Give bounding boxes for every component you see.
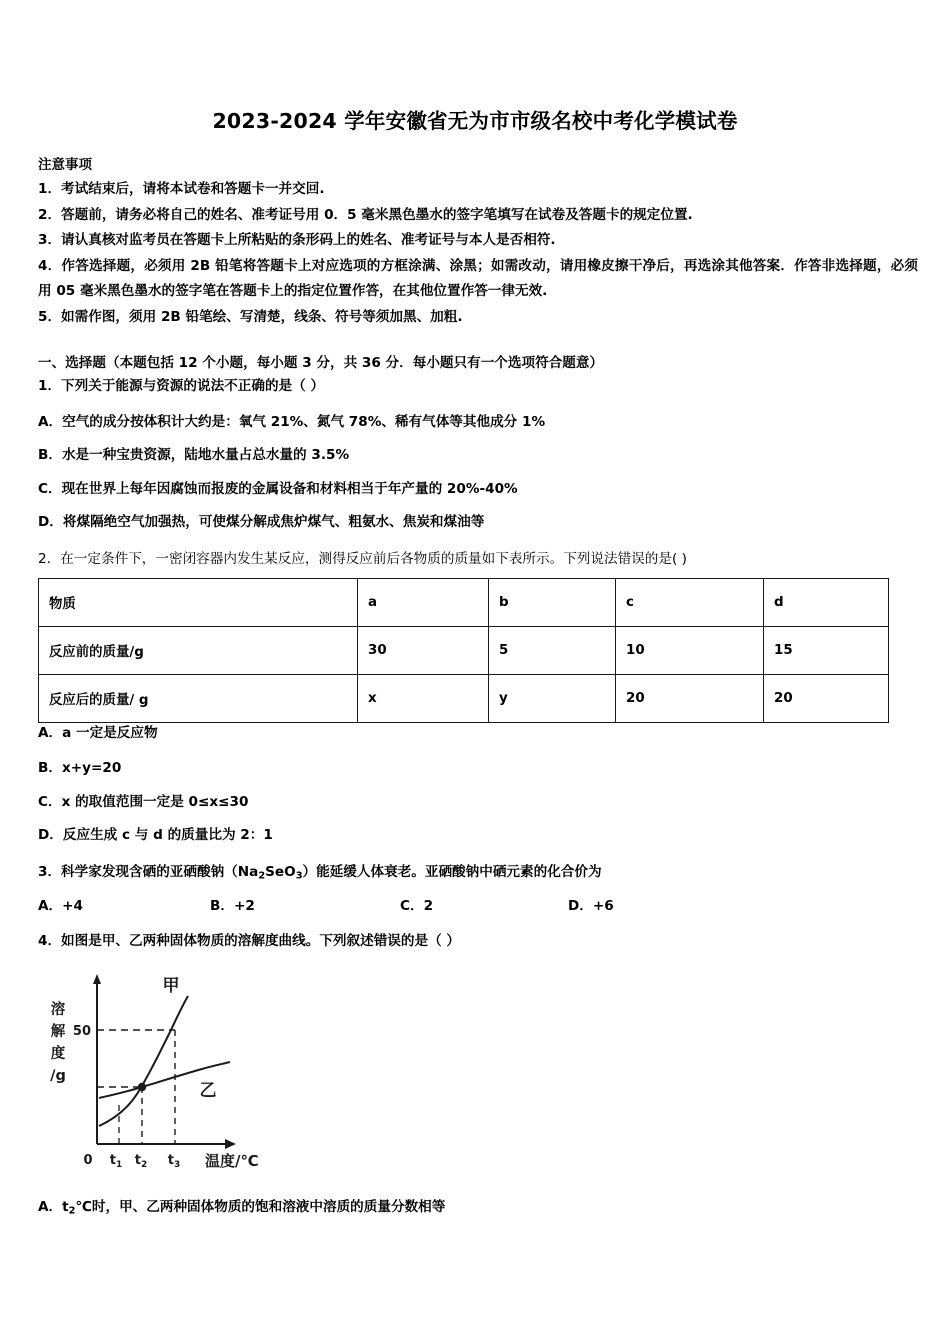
question-1-stem: 1．下列关于能源与资源的说法不正确的是（ ） xyxy=(38,378,325,394)
question-3-subscript-na: 2 xyxy=(258,870,266,882)
y-axis-label-char-3: 度 xyxy=(50,1046,66,1062)
x-tick-t1-base: t xyxy=(109,1153,116,1168)
section-heading-multiple-choice: 一、选择题（本题包括 12 个小题，每小题 3 分，共 36 分．每小题只有一个选项符合题意） xyxy=(38,355,604,371)
x-tick-label-t3 xyxy=(168,1153,180,1170)
question-2-option-d[interactable]: D．反应生成 c 与 d 的质量比为 2：1 xyxy=(38,827,273,843)
solubility-curve-chart xyxy=(42,968,342,1183)
question-3-option-d[interactable]: D．+6 xyxy=(568,898,614,914)
curve-label-yi: 乙 xyxy=(199,1081,217,1101)
question-1-option-a[interactable]: A．空气的成分按体积计大约是：氧气 21%、氮气 78%、稀有气体等其他成分 1% xyxy=(38,414,546,430)
question-4-option-a[interactable] xyxy=(38,1196,445,1223)
notice-item-5: 5．如需作图，须用 2B 铅笔绘、写清楚，线条、符号等须加黑、加粗. xyxy=(38,308,463,325)
question-1-option-b[interactable]: B．水是一种宝贵资源，陆地水量占总水量的 3.5% xyxy=(38,447,350,463)
question-1-option-d[interactable]: D．将煤隔绝空气加强热，可使煤分解成焦炉煤气、粗氨水、焦炭和煤油等 xyxy=(38,514,485,530)
table-cell-after-d: 20 xyxy=(764,675,889,723)
table-cell-substance-label: 物质 xyxy=(39,579,358,627)
table-cell-col-c: c xyxy=(616,579,764,627)
question-3-option-b[interactable]: B．+2 xyxy=(210,898,255,914)
table-cell-col-d: d xyxy=(764,579,889,627)
table-cell-col-a: a xyxy=(358,579,489,627)
question-3-stem-pre: 3．科学家发现含硒的亚硒酸钠（Na xyxy=(38,864,259,880)
table-row-header xyxy=(39,579,889,627)
x-axis-arrow xyxy=(225,1139,236,1149)
x-tick-t2-sub: 2 xyxy=(140,1160,148,1170)
notice-heading: 注意事项 xyxy=(38,157,92,173)
y-axis-label-char-2: 解 xyxy=(50,1024,66,1040)
question-2-stem: 2．在一定条件下，一密闭容器内发生某反应，测得反应前后各物质的质量如下表所示。下列说法错误的是( ) xyxy=(38,551,687,567)
solubility-curve-svg xyxy=(42,968,342,1183)
x-tick-t3-base: t xyxy=(167,1153,174,1168)
table-cell-after-b: y xyxy=(489,675,616,723)
page-title: 2023-2024 学年安徽省无为市市级名校中考化学模试卷 xyxy=(212,109,738,133)
table-cell-before-c: 10 xyxy=(616,627,764,675)
question-3-stem xyxy=(38,861,602,888)
question-1-option-c[interactable]: C．现在世界上每年因腐蚀而报废的金属设备和材料相当于年产量的 20%-40% xyxy=(38,481,518,497)
notice-block xyxy=(38,155,918,330)
x-tick-label-t2 xyxy=(135,1153,147,1170)
y-axis-label-char-4: /g xyxy=(50,1068,66,1084)
question-3-stem-post: ）能延缓人体衰老。亚硒酸钠中硒元素的化合价为 xyxy=(302,864,602,880)
question-4-option-a-post: ℃时，甲、乙两种固体物质的饱和溶液中溶质的质量分数相等 xyxy=(75,1199,446,1215)
table-cell-after-label: 反应后的质量/ g xyxy=(39,675,358,723)
x-axis-title: 温度/℃ xyxy=(205,1152,259,1170)
x-tick-t3-sub: 3 xyxy=(173,1160,181,1170)
question-2-option-a[interactable]: A．a 一定是反应物 xyxy=(38,725,158,741)
table-row-after-reaction xyxy=(39,675,889,723)
table-cell-col-b: b xyxy=(489,579,616,627)
notice-item-3: 3．请认真核对监考员在答题卡上所粘贴的条形码上的姓名、准考证号与本人是否相符. xyxy=(38,232,556,248)
x-tick-t1-sub: 1 xyxy=(115,1160,123,1170)
notice-item-1: 1．考试结束后，请将本试卷和答题卡一并交回. xyxy=(38,181,325,197)
question-4-stem: 4．如图是甲、乙两种固体物质的溶解度曲线。下列叙述错误的是（ ） xyxy=(38,933,461,949)
x-tick-t2-base: t xyxy=(134,1153,141,1168)
table-cell-before-d: 15 xyxy=(764,627,889,675)
notice-item-4: 4．作答选择题，必须用 2B 铅笔将答题卡上对应选项的方框涂满、涂黑；如需改动，请用橡皮擦干净后，再选涂其他答案．作答非选择题，必须用 05 毫米黑色墨水的签字笔在答题卡上的指定位置作答，在其他位置作答一律无效. xyxy=(38,257,918,299)
y-axis-label-char-1: 溶 xyxy=(50,1002,66,1018)
question-3-stem-mid: SeO xyxy=(265,864,296,880)
table-cell-before-b: 5 xyxy=(489,627,616,675)
table-cell-after-a: x xyxy=(358,675,489,723)
curve-jia xyxy=(99,996,188,1126)
reaction-mass-table xyxy=(38,578,889,723)
question-2-option-b[interactable]: B．x+y=20 xyxy=(38,760,122,776)
question-4-option-a-subscript: 2 xyxy=(68,1205,76,1217)
question-3-option-a[interactable]: A．+4 xyxy=(38,898,83,914)
x-tick-label-0: 0 xyxy=(83,1153,93,1168)
question-3-subscript-o: 3 xyxy=(295,870,303,882)
table-cell-after-c: 20 xyxy=(616,675,764,723)
notice-item-2: 2．答题前，请务必将自己的姓名、准考证号用 0．5 毫米黑色墨水的签字笔填写在试卷及答题卡的规定位置. xyxy=(38,206,693,223)
table-cell-before-label: 反应前的质量/g xyxy=(39,627,358,675)
y-tick-label-50: 50 xyxy=(72,1024,91,1039)
question-3-option-c[interactable]: C．2 xyxy=(400,898,434,914)
intersection-point-t2 xyxy=(138,1083,146,1091)
x-tick-label-t1 xyxy=(110,1153,122,1170)
curve-label-jia: 甲 xyxy=(162,976,180,996)
y-axis-arrow xyxy=(93,974,101,984)
question-2-option-c[interactable]: C．x 的取值范围一定是 0≤x≤30 xyxy=(38,794,249,810)
table-cell-before-a: 30 xyxy=(358,627,489,675)
question-4-option-a-pre: A．t xyxy=(38,1199,69,1215)
table-row-before-reaction xyxy=(39,627,889,675)
